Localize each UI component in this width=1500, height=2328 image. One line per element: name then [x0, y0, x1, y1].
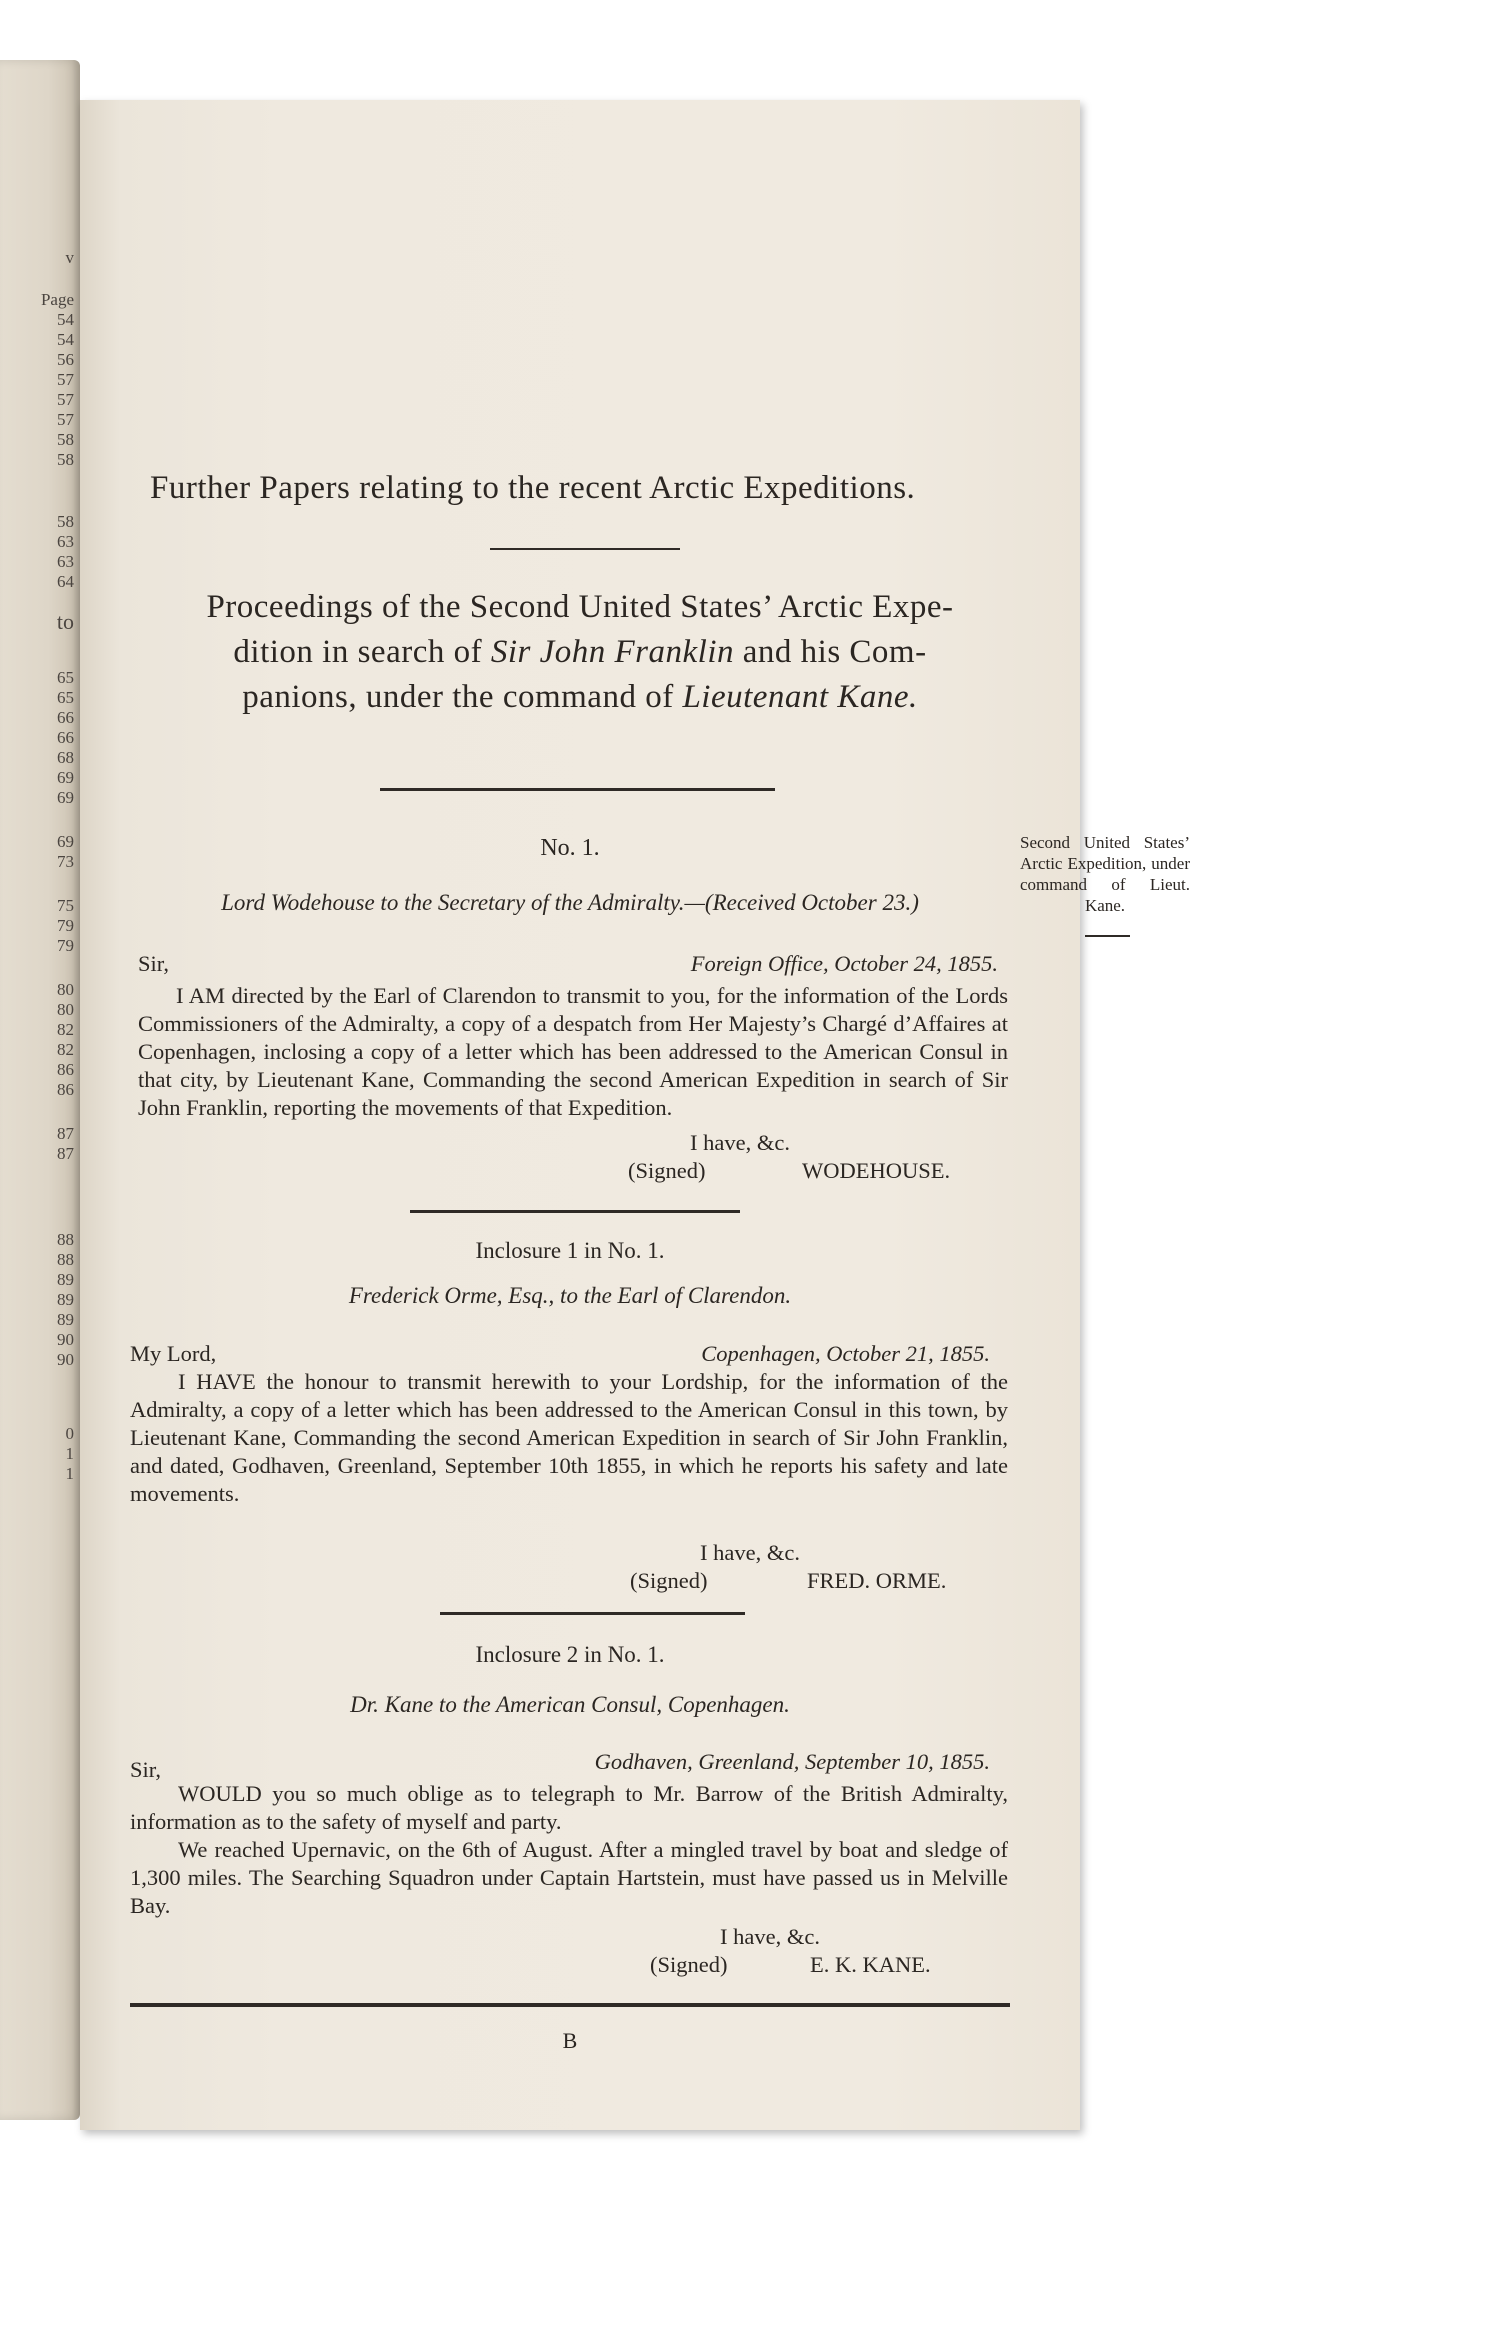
inclosure-1-salutation: My Lord, [130, 1341, 217, 1366]
page-number: 63 [57, 552, 74, 571]
subtitle-line-2 [150, 630, 1010, 675]
page-number: 57 [57, 370, 74, 389]
page-number: 68 [57, 748, 74, 767]
closing-rule [130, 2003, 1010, 2007]
page-number: 58 [57, 430, 74, 449]
document-title: Further Papers relating to the recent Arctic Expeditions. [150, 470, 916, 506]
page-number: 87 [57, 1124, 74, 1143]
page-ref-fragment: to [56, 609, 74, 634]
column-spacer [41, 1100, 74, 1124]
page-number: 69 [57, 788, 74, 807]
page-number: 69 [57, 768, 74, 787]
subtitle-text: panions, under the command of [242, 679, 683, 715]
letter-1-heading-names: Lord Wodehouse to the Secretary of the Admiralty. [221, 890, 685, 915]
inclosure-2-salutation: Sir, [130, 1757, 161, 1782]
letter-1-body: I AM directed by the Earl of Clarendon to transmit to you, for the information of the Lords Commissioners of the Admiralty, a copy of a despatch from Her Majesty’s Chargé d’Affaires at Copenhagen, inclosing a copy of a letter which has been addressed to the American Consul in that city, by Lieutenant Kane, Commanding the second American Expedition in search of Sir John Franklin, reporting the movements of that Expedition. [138, 983, 1008, 1120]
page-number: 80 [57, 1000, 74, 1019]
page-number: 54 [57, 310, 74, 329]
column-spacer [41, 470, 74, 512]
side-note-rule [1085, 935, 1130, 937]
inclosure-2-body-1: WOULD you so much oblige as to telegraph to Mr. Barrow of the British Admiralty, information as to the safety of myself and party. [130, 1781, 1008, 1834]
letter-1-heading-received: —(Received October 23.) [684, 890, 919, 915]
inclosure-1-place-date: Copenhagen, October 21, 1855. [701, 1341, 990, 1366]
page-number: 57 [57, 390, 74, 409]
page-number: 89 [57, 1270, 74, 1289]
page-number: 88 [57, 1250, 74, 1269]
column-spacer [41, 956, 74, 980]
letter-1-signature: WODEHOUSE. [802, 1158, 951, 1183]
inclosure-2-title: Inclosure 2 in No. 1. [475, 1642, 665, 1667]
inclosure-2-place-date: Godhaven, Greenland, September 10, 1855. [594, 1749, 990, 1774]
page-number: 90 [57, 1350, 74, 1369]
divider-rule [490, 548, 680, 550]
subtitle-name: Sir John Franklin [490, 634, 734, 670]
subtitle-line-3 [150, 675, 1010, 720]
letter-1-salutation: Sir, [138, 951, 169, 976]
column-spacer [41, 1370, 74, 1424]
page-number: 0 [65, 1424, 74, 1443]
page-number-column [41, 290, 74, 1484]
divider-rule [380, 788, 775, 791]
subtitle-text: dition in search of [233, 634, 491, 670]
previous-page-edge [0, 60, 80, 2120]
page-number: 75 [57, 896, 74, 915]
page-number: 73 [57, 852, 74, 871]
page-number: 90 [57, 1330, 74, 1349]
column-spacer [41, 1164, 74, 1230]
column-spacer [41, 632, 74, 668]
inclosure-1-signed: (Signed) [630, 1568, 708, 1593]
roman-numeral: v [65, 248, 74, 267]
document-number: No. 1. [540, 835, 600, 861]
letter-1-closing: I have, &c. [690, 1130, 790, 1155]
subtitle-name: Lieutenant Kane. [682, 679, 918, 715]
page-number: 1 [65, 1444, 74, 1463]
page-number: 64 [57, 572, 74, 591]
page-number: 58 [57, 512, 74, 531]
inclosure-1-heading: Frederick Orme, Esq., to the Earl of Clarendon. [348, 1283, 792, 1308]
inclosure-2-heading: Dr. Kane to the American Consul, Copenhagen. [350, 1692, 790, 1717]
document-subtitle [150, 585, 1010, 720]
letter-1-heading [130, 890, 1010, 916]
page-number: 65 [57, 688, 74, 707]
inclosure-2-body-2: We reached Upernavic, on the 6th of August. After a mingled travel by boat and sledge of 1,300 miles. The Searching Squadron under Captain Hartstein, must have passed us in Melville Bay. [130, 1837, 1008, 1918]
inclosure-1-body: I HAVE the honour to transmit herewith to your Lordship, for the information of the Admiralty, a copy of a letter which has been addressed to the American Consul in this town, by Lieutenant Kane, Commanding the second American Expedition in search of Sir John Franklin, and dated, Godhaven, Greenland, September 10th 1855, in which he reports his safety and late movements. [130, 1369, 1008, 1506]
page-number: 86 [57, 1080, 74, 1099]
page-column-header: Page [40, 290, 74, 309]
inclosure-1-salutation-row [130, 1340, 1000, 1368]
inclosure-2-salutation-row [130, 1748, 1000, 1782]
page-number: 86 [57, 1060, 74, 1079]
inclosure-1-title: Inclosure 1 in No. 1. [475, 1238, 665, 1263]
page-number: 88 [57, 1230, 74, 1249]
inclosure-2-signed: (Signed) [650, 1952, 728, 1977]
page-number: 89 [57, 1310, 74, 1329]
letter-1-place-date: Foreign Office, October 24, 1855. [690, 951, 998, 976]
page-number: 79 [57, 916, 74, 935]
page-number: 82 [57, 1020, 74, 1039]
subtitle-text: and his Com- [734, 634, 927, 670]
page-number: 1 [65, 1464, 74, 1483]
page-number: 79 [57, 936, 74, 955]
inclosure-1-closing: I have, &c. [700, 1540, 800, 1565]
letter-1-signed: (Signed) [628, 1158, 706, 1183]
page-number: 65 [57, 668, 74, 687]
inclosure-2-signature: E. K. KANE. [810, 1952, 931, 1977]
side-note: Second United States’ Arctic Expedition, under command of Lieut. Kane. [1020, 833, 1190, 915]
column-spacer [41, 808, 74, 832]
page-number: 63 [57, 532, 74, 551]
page-number: 80 [57, 980, 74, 999]
page-number: 69 [57, 832, 74, 851]
page-number: 57 [57, 410, 74, 429]
page-number: 82 [57, 1040, 74, 1059]
page-number: 54 [57, 330, 74, 349]
divider-rule [440, 1612, 745, 1615]
page-number: 58 [57, 450, 74, 469]
inclosure-1-signature: FRED. ORME. [807, 1568, 947, 1593]
page-number: 87 [57, 1144, 74, 1163]
inclosure-2-closing: I have, &c. [720, 1924, 820, 1949]
letter-1-salutation-row [138, 950, 1008, 978]
signature-mark: B [562, 2028, 578, 2053]
subtitle-line-1: Proceedings of the Second United States’ Arctic Expe- [206, 589, 954, 625]
column-spacer [41, 872, 74, 896]
page-number: 89 [57, 1290, 74, 1309]
page-number: 66 [57, 728, 74, 747]
divider-rule [410, 1210, 740, 1213]
page-number: 66 [57, 708, 74, 727]
page-number: 56 [57, 350, 74, 369]
